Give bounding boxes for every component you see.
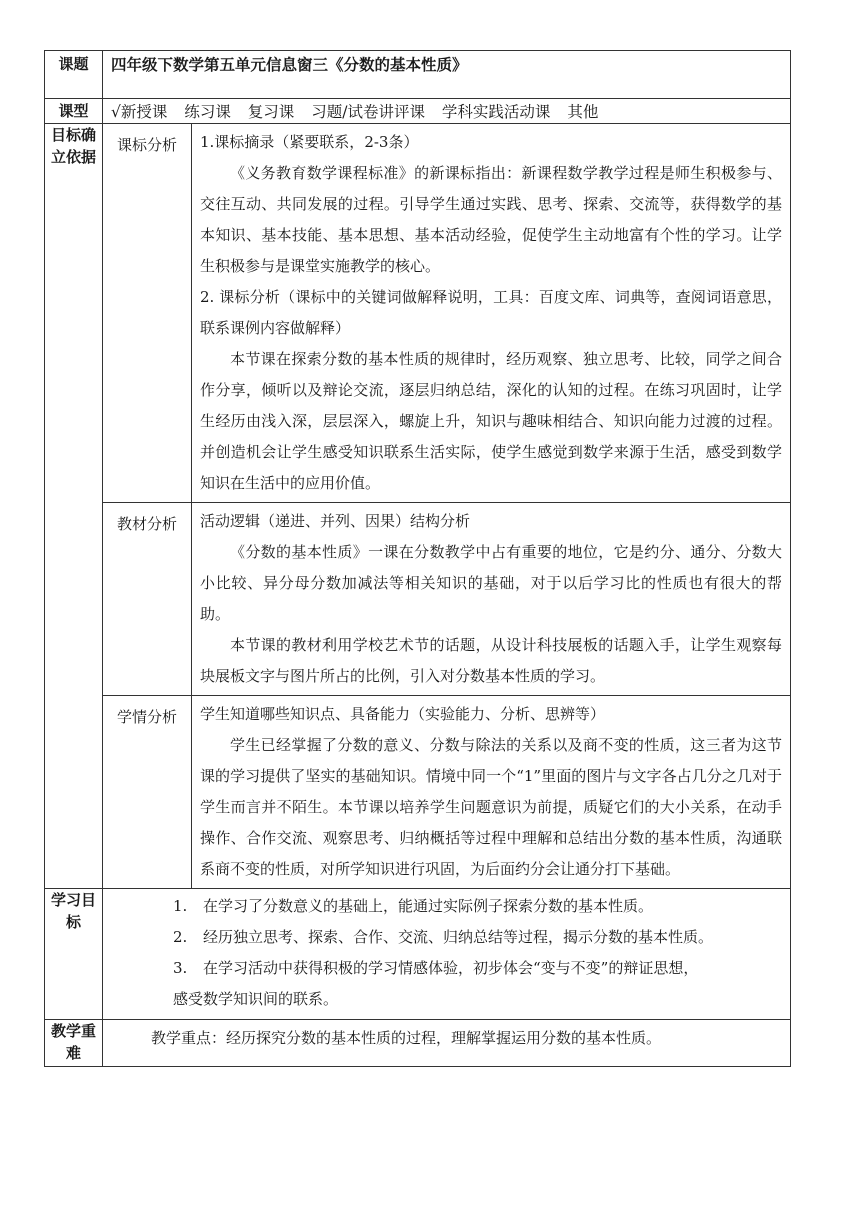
students-paragraph: 学生已经掌握了分数的意义、分数与除法的关系以及商不变的性质，这三者为这节课的学习提供了坚实的基础知识。情境中同一个“1”里面的图片与文字各占几分之几对于学生而言并不陌生。本节课以培养学生问题意识为前提，质疑它们的大小关系，在动手操作、合作交流、观察思考、归纳概括等过程中理解和总结出分数的基本性质，沟通联系商不变的性质，对所学知识进行巩固，为后面约分会让通分打下基础。 bbox=[200, 736, 783, 878]
curriculum-paragraph: 《义务教育数学课程标准》的新课标指出：新课程数学教学过程是师生积极参与、交往互动、共同发展的过程。引导学生通过实践、思考、探索、交流等，获得数学的基本知识、基本技能、基本思想、基本活动经验，促使学生主动地富有个性的学习。让学生积极参与是课堂实施教学的核心。 bbox=[200, 164, 783, 275]
lesson-type-option: 其他 bbox=[567, 103, 599, 121]
goal-text: 在学习了分数意义的基础上，能通过实际例子探索分数的基本性质。 bbox=[203, 897, 654, 915]
textbook-paragraph: 《分数的基本性质》一课在分数教学中占有重要的地位，它是约分、通分、分数大小比较、异分母分数加减法等相关知识的基础，对于以后学习比的性质也有很大的帮助。 bbox=[200, 543, 783, 623]
students-label: 学情分析 bbox=[103, 696, 192, 889]
curriculum-row bbox=[45, 124, 791, 503]
lesson-type-option: 复习课 bbox=[247, 103, 295, 121]
students-row bbox=[45, 696, 791, 889]
key-points-row bbox=[45, 1020, 791, 1067]
textbook-paragraph: 本节课的教材利用学校艺术节的话题，从设计科技展板的话题入手，让学生观察每块展板文字与图片所占的比例，引入对分数基本性质的学习。 bbox=[200, 636, 783, 685]
textbook-label: 教材分析 bbox=[103, 503, 192, 696]
key-points-content: 教学重点：经历探究分数的基本性质的过程，理解掌握运用分数的基本性质。 bbox=[103, 1020, 791, 1067]
basis-label: 目标确立依据 bbox=[45, 124, 103, 889]
goals-label: 学习目标 bbox=[45, 889, 103, 1020]
curriculum-content bbox=[192, 124, 791, 503]
goal-number: 1. bbox=[173, 897, 188, 915]
lesson-plan-table bbox=[44, 50, 791, 1067]
goal-item bbox=[151, 953, 782, 984]
topic-value: 四年级下数学第五单元信息窗三《分数的基本性质》 bbox=[103, 51, 791, 99]
lesson-type-label: 课型 bbox=[45, 99, 103, 124]
textbook-content bbox=[192, 503, 791, 696]
students-content bbox=[192, 696, 791, 889]
textbook-heading: 活动逻辑（递进、并列、因果）结构分析 bbox=[200, 512, 471, 530]
goals-content bbox=[103, 889, 791, 1020]
goals-row bbox=[45, 889, 791, 1020]
goal-item bbox=[151, 922, 782, 953]
goal-item bbox=[151, 891, 782, 922]
topic-label: 课题 bbox=[45, 51, 103, 99]
lesson-type-row bbox=[45, 99, 791, 124]
curriculum-paragraph: 本节课在探索分数的基本性质的规律时，经历观察、独立思考、比较，同学之间合作分享，倾听以及辩论交流，逐层归纳总结，深化的认知的过程。在练习巩固时，让学生经历由浅入深，层层深入，螺旋上升，知识与趣味相结合、知识向能力过渡的过程。并创造机会让学生感受知识联系生活实际，使学生感觉到数学来源于生活，感受到数学知识在生活中的应用价值。 bbox=[200, 350, 783, 492]
curriculum-heading: 1.课标摘录（紧要联系，2-3条） bbox=[200, 133, 419, 151]
goal-number: 3. bbox=[173, 959, 188, 977]
textbook-row bbox=[45, 503, 791, 696]
key-points-label: 教学重难 bbox=[45, 1020, 103, 1067]
lesson-type-option: 习题/试卷讲评课 bbox=[311, 103, 425, 121]
curriculum-heading: 2. 课标分析（课标中的关键词做解释说明，工具：百度文库、词典等，查阅词语意思，联系课例内容做解释） bbox=[200, 288, 783, 337]
goal-text: 经历独立思考、探索、合作、交流、归纳总结等过程，揭示分数的基本性质。 bbox=[203, 928, 714, 946]
lesson-type-option: √新授课 bbox=[111, 103, 168, 121]
goal-number: 2. bbox=[173, 928, 188, 946]
lesson-type-options bbox=[103, 99, 791, 124]
goal-continuation: 感受数学知识间的联系。 bbox=[173, 990, 339, 1008]
lesson-type-option: 练习课 bbox=[184, 103, 231, 121]
topic-row bbox=[45, 51, 791, 99]
lesson-type-option: 学科实践活动课 bbox=[441, 103, 551, 121]
students-heading: 学生知道哪些知识点、具备能力（实验能力、分析、思辨等） bbox=[200, 705, 606, 723]
curriculum-label: 课标分析 bbox=[103, 124, 192, 503]
goal-text: 在学习活动中获得积极的学习情感体验，初步体会“变与不变”的辩证思想， bbox=[203, 959, 699, 977]
